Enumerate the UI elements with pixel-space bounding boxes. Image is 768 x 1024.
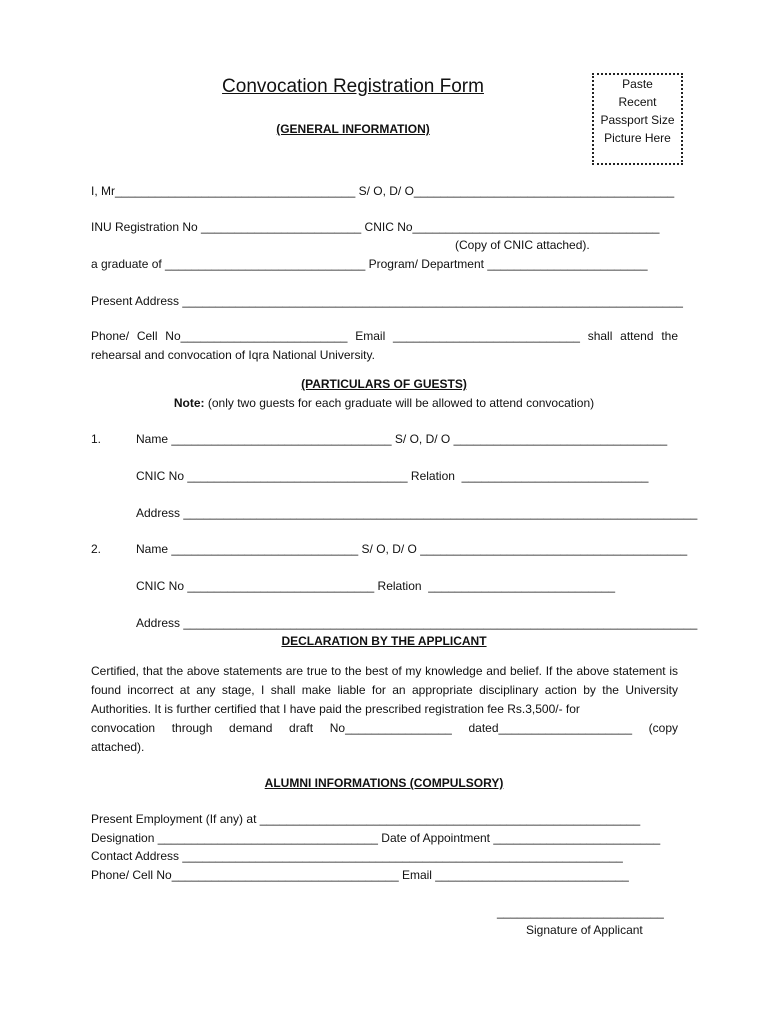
present-address-line: Present Address ___________________________________________________________________________: [91, 294, 683, 308]
alumni-designation-line: Designation _________________________________ Date of Appointment _________________________: [91, 831, 661, 845]
passport-photo-box: [592, 73, 683, 165]
guest-1-address-line: Address _____________________________________________________________________________: [136, 506, 698, 520]
declaration-text: Certified, that the above statements are true to the best of my knowledge and belief. If the above statement is found incorrect at any stage, I shall make liable for an appropriate disciplinary action by the University Authorities. It is further certified that I have paid the prescribed registration fee Rs.3,500/- for: [91, 664, 678, 716]
rehearsal-line: rehearsal and convocation of Iqra National University.: [91, 348, 375, 362]
graduate-program-line: a graduate of ______________________________ Program/ Department ________________________: [91, 257, 648, 271]
guest-1-cnic-line: CNIC No _________________________________ Relation ____________________________: [136, 469, 649, 483]
declaration-draft-line: convocation through demand draft No________________ dated____________________ (copy: [91, 721, 678, 735]
alumni-contact-line: Contact Address __________________________________________________________________: [91, 849, 623, 863]
guest-note: [0, 396, 768, 410]
guest-2-name-line: Name ____________________________ S/ O, D/ O ________________________________________: [136, 542, 688, 556]
photo-box-line: Recent: [618, 95, 657, 109]
guest-2-cnic-line: CNIC No ____________________________ Relation ____________________________: [136, 579, 616, 593]
note-label: Note:: [173, 396, 205, 410]
registration-cnic-line: INU Registration No ________________________ CNIC No_____________________________________: [91, 220, 660, 234]
phone-email-line: Phone/ Cell No_________________________ Email ____________________________ shall attend the: [91, 329, 678, 343]
cnic-copy-note: (Copy of CNIC attached).: [455, 238, 590, 252]
guests-heading: (PARTICULARS OF GUESTS): [301, 377, 467, 391]
guest-2-number: 2.: [91, 542, 102, 556]
applicant-name-line: I, Mr____________________________________ S/ O, D/ O_______________________________________: [91, 184, 675, 198]
note-text: (only two guests for each graduate will be allowed to attend convocation): [204, 396, 595, 410]
photo-box-line: Picture Here: [604, 131, 671, 145]
guest-1-number: 1.: [91, 432, 102, 446]
guest-1-name-line: Name _________________________________ S/ O, D/ O ________________________________: [136, 432, 668, 446]
alumni-phone-email-line: Phone/ Cell No__________________________________ Email _____________________________: [91, 868, 629, 882]
declaration-end: attached).: [91, 740, 145, 754]
photo-box-line: Passport Size: [600, 113, 675, 127]
signature-line: _________________________: [497, 905, 664, 919]
declaration-heading: DECLARATION BY THE APPLICANT: [281, 634, 487, 648]
guest-2-address-line: Address _____________________________________________________________________________: [136, 616, 698, 630]
signature-label: Signature of Applicant: [526, 923, 643, 937]
form-title: Convocation Registration Form: [222, 76, 484, 97]
alumni-employment-line: Present Employment (If any) at _________________________________________________________: [91, 812, 641, 826]
alumni-heading: ALUMNI INFORMATIONS (COMPULSORY): [264, 776, 504, 790]
general-information-heading: (GENERAL INFORMATION): [276, 122, 430, 136]
photo-box-line: Paste: [622, 77, 653, 91]
